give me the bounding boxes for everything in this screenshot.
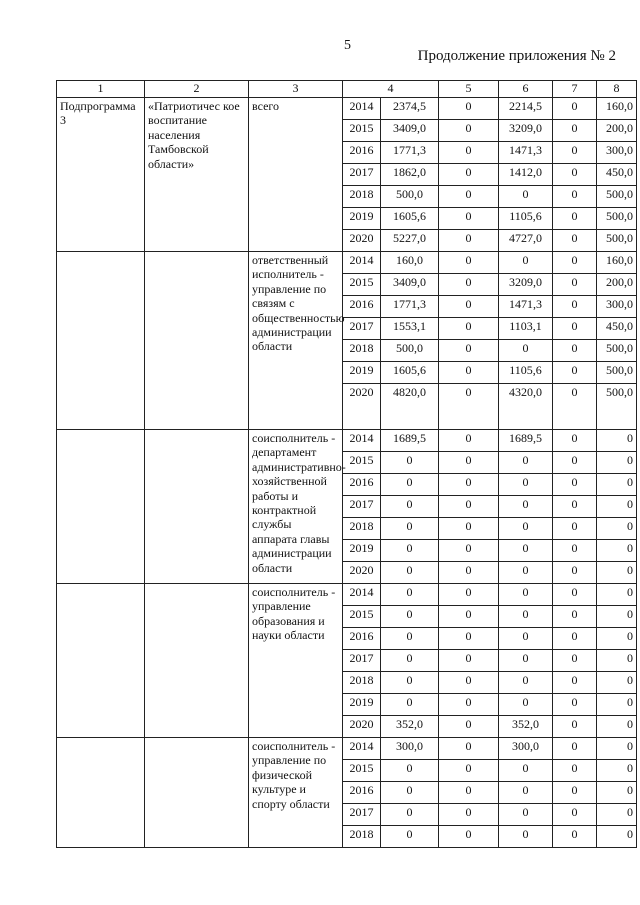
- value-col8: 0: [597, 672, 637, 694]
- value-col7: 0: [553, 628, 597, 650]
- label-col2: [145, 584, 249, 738]
- year-cell: 2016: [343, 474, 381, 496]
- value-col5: 0: [439, 208, 499, 230]
- value-col8: 500,0: [597, 340, 637, 362]
- year-cell: 2015: [343, 452, 381, 474]
- value-col4: 1553,1: [381, 318, 439, 340]
- value-col4: 5227,0: [381, 230, 439, 252]
- header-cell: 8: [597, 81, 637, 98]
- value-col4: 0: [381, 672, 439, 694]
- value-col8: 0: [597, 452, 637, 474]
- value-col7: 0: [553, 518, 597, 540]
- year-cell: 2019: [343, 208, 381, 230]
- value-col7: 0: [553, 738, 597, 760]
- year-cell: 2017: [343, 318, 381, 340]
- value-col6: 1689,5: [499, 430, 553, 452]
- value-col5: 0: [439, 120, 499, 142]
- value-col4: 0: [381, 584, 439, 606]
- value-col7: 0: [553, 804, 597, 826]
- label-col1: [57, 252, 145, 430]
- value-col7: 0: [553, 164, 597, 186]
- value-col8: 160,0: [597, 98, 637, 120]
- value-col4: 0: [381, 628, 439, 650]
- value-col5: 0: [439, 340, 499, 362]
- value-col4: 0: [381, 804, 439, 826]
- value-col4: 0: [381, 826, 439, 848]
- value-col8: 0: [597, 562, 637, 584]
- value-col8: 0: [597, 584, 637, 606]
- value-col6: 0: [499, 496, 553, 518]
- value-col5: 0: [439, 452, 499, 474]
- value-col6: 0: [499, 760, 553, 782]
- value-col4: 2374,5: [381, 98, 439, 120]
- value-col4: 0: [381, 760, 439, 782]
- label-col2: [145, 738, 249, 848]
- value-col8: 160,0: [597, 252, 637, 274]
- year-cell: 2018: [343, 518, 381, 540]
- value-col7: 0: [553, 208, 597, 230]
- value-col4: 3409,0: [381, 120, 439, 142]
- value-col6: 0: [499, 672, 553, 694]
- value-col8: 200,0: [597, 274, 637, 296]
- value-col4: 0: [381, 694, 439, 716]
- value-col4: 1605,6: [381, 208, 439, 230]
- value-col7: 0: [553, 252, 597, 274]
- value-col4: 1862,0: [381, 164, 439, 186]
- value-col5: 0: [439, 362, 499, 384]
- value-col8: 300,0: [597, 296, 637, 318]
- value-col7: 0: [553, 340, 597, 362]
- value-col5: 0: [439, 518, 499, 540]
- year-cell: 2017: [343, 650, 381, 672]
- value-col6: 0: [499, 628, 553, 650]
- value-col7: 0: [553, 120, 597, 142]
- value-col5: 0: [439, 540, 499, 562]
- value-col6: 0: [499, 518, 553, 540]
- value-col6: 1471,3: [499, 142, 553, 164]
- value-col4: 0: [381, 562, 439, 584]
- value-col7: 0: [553, 274, 597, 296]
- value-col6: 1105,6: [499, 362, 553, 384]
- value-col8: 0: [597, 628, 637, 650]
- value-col6: 0: [499, 252, 553, 274]
- value-col5: 0: [439, 430, 499, 452]
- year-cell: 2017: [343, 804, 381, 826]
- year-cell: 2015: [343, 606, 381, 628]
- label-col1: Подпрограмма 3: [57, 98, 145, 252]
- value-col7: 0: [553, 296, 597, 318]
- value-col5: 0: [439, 694, 499, 716]
- value-col5: 0: [439, 606, 499, 628]
- value-col6: 0: [499, 540, 553, 562]
- value-col6: 4727,0: [499, 230, 553, 252]
- value-col5: 0: [439, 562, 499, 584]
- value-col8: 450,0: [597, 318, 637, 340]
- value-col6: 2214,5: [499, 98, 553, 120]
- value-col6: 3209,0: [499, 274, 553, 296]
- value-col7: 0: [553, 606, 597, 628]
- value-col4: 0: [381, 452, 439, 474]
- year-cell: 2019: [343, 540, 381, 562]
- value-col7: 0: [553, 826, 597, 848]
- value-col6: 0: [499, 452, 553, 474]
- value-col6: 1471,3: [499, 296, 553, 318]
- table-row: [57, 98, 637, 120]
- value-col4: 500,0: [381, 340, 439, 362]
- value-col6: 0: [499, 606, 553, 628]
- year-cell: 2018: [343, 826, 381, 848]
- value-col8: 0: [597, 606, 637, 628]
- value-col6: 0: [499, 694, 553, 716]
- value-col7: 0: [553, 716, 597, 738]
- year-cell: 2020: [343, 562, 381, 584]
- value-col6: 0: [499, 186, 553, 208]
- page-number: 5: [344, 38, 351, 53]
- label-col3: соисполнитель - департамент административно-хозяйственной работы и контрактной службы аппарата главы администрации области: [249, 430, 343, 584]
- table-row: [57, 584, 637, 606]
- value-col7: 0: [553, 452, 597, 474]
- value-col6: 3209,0: [499, 120, 553, 142]
- year-cell: 2019: [343, 362, 381, 384]
- label-col2: [145, 430, 249, 584]
- value-col7: 0: [553, 760, 597, 782]
- value-col6: 1412,0: [499, 164, 553, 186]
- header-cell: 7: [553, 81, 597, 98]
- value-col8: 500,0: [597, 384, 637, 430]
- year-cell: 2014: [343, 738, 381, 760]
- year-cell: 2016: [343, 296, 381, 318]
- value-col8: 0: [597, 694, 637, 716]
- year-cell: 2015: [343, 760, 381, 782]
- year-cell: 2017: [343, 496, 381, 518]
- header-cell: 1: [57, 81, 145, 98]
- value-col8: 450,0: [597, 164, 637, 186]
- value-col4: 4820,0: [381, 384, 439, 430]
- value-col5: 0: [439, 318, 499, 340]
- value-col4: 300,0: [381, 738, 439, 760]
- header-cell: 4: [343, 81, 439, 98]
- value-col5: 0: [439, 142, 499, 164]
- value-col7: 0: [553, 584, 597, 606]
- value-col6: 0: [499, 804, 553, 826]
- value-col4: 1771,3: [381, 142, 439, 164]
- header-cell: 3: [249, 81, 343, 98]
- value-col7: 0: [553, 782, 597, 804]
- value-col6: 352,0: [499, 716, 553, 738]
- value-col7: 0: [553, 142, 597, 164]
- value-col7: 0: [553, 98, 597, 120]
- header-cell: 2: [145, 81, 249, 98]
- value-col4: 1605,6: [381, 362, 439, 384]
- value-col8: 0: [597, 540, 637, 562]
- value-col8: 500,0: [597, 230, 637, 252]
- year-cell: 2016: [343, 142, 381, 164]
- header-row: [57, 81, 637, 98]
- value-col4: 1771,3: [381, 296, 439, 318]
- value-col4: 0: [381, 650, 439, 672]
- value-col7: 0: [553, 672, 597, 694]
- year-cell: 2018: [343, 672, 381, 694]
- value-col5: 0: [439, 186, 499, 208]
- value-col6: 0: [499, 340, 553, 362]
- value-col8: 0: [597, 430, 637, 452]
- value-col5: 0: [439, 672, 499, 694]
- value-col7: 0: [553, 318, 597, 340]
- value-col4: 0: [381, 474, 439, 496]
- value-col6: 0: [499, 584, 553, 606]
- value-col5: 0: [439, 384, 499, 430]
- value-col7: 0: [553, 384, 597, 430]
- value-col5: 0: [439, 716, 499, 738]
- value-col4: 0: [381, 518, 439, 540]
- value-col7: 0: [553, 562, 597, 584]
- value-col8: 500,0: [597, 208, 637, 230]
- year-cell: 2015: [343, 274, 381, 296]
- value-col5: 0: [439, 296, 499, 318]
- value-col5: 0: [439, 826, 499, 848]
- label-col2: [145, 252, 249, 430]
- value-col4: 0: [381, 496, 439, 518]
- year-cell: 2020: [343, 230, 381, 252]
- table-row: [57, 252, 637, 274]
- label-col1: [57, 430, 145, 584]
- value-col8: 500,0: [597, 362, 637, 384]
- value-col5: 0: [439, 760, 499, 782]
- value-col8: 500,0: [597, 186, 637, 208]
- year-cell: 2015: [343, 120, 381, 142]
- year-cell: 2020: [343, 384, 381, 430]
- value-col6: 0: [499, 562, 553, 584]
- year-cell: 2017: [343, 164, 381, 186]
- value-col5: 0: [439, 738, 499, 760]
- value-col8: 0: [597, 716, 637, 738]
- value-col5: 0: [439, 628, 499, 650]
- value-col5: 0: [439, 274, 499, 296]
- value-col7: 0: [553, 474, 597, 496]
- value-col6: 0: [499, 650, 553, 672]
- value-col6: 1105,6: [499, 208, 553, 230]
- year-cell: 2018: [343, 340, 381, 362]
- year-cell: 2016: [343, 628, 381, 650]
- value-col5: 0: [439, 584, 499, 606]
- value-col7: 0: [553, 362, 597, 384]
- value-col6: 300,0: [499, 738, 553, 760]
- value-col6: 0: [499, 474, 553, 496]
- table-row: [57, 738, 637, 760]
- table-row: [57, 430, 637, 452]
- value-col6: 1103,1: [499, 318, 553, 340]
- value-col8: 0: [597, 650, 637, 672]
- table-body: [57, 98, 637, 848]
- value-col7: 0: [553, 430, 597, 452]
- header-cell: 5: [439, 81, 499, 98]
- label-col1: [57, 584, 145, 738]
- value-col7: 0: [553, 186, 597, 208]
- value-col4: 0: [381, 606, 439, 628]
- value-col5: 0: [439, 252, 499, 274]
- label-col3: всего: [249, 98, 343, 252]
- label-col1: [57, 738, 145, 848]
- year-cell: 2020: [343, 716, 381, 738]
- value-col8: 0: [597, 474, 637, 496]
- value-col8: 0: [597, 518, 637, 540]
- value-col5: 0: [439, 782, 499, 804]
- value-col8: 200,0: [597, 120, 637, 142]
- value-col7: 0: [553, 650, 597, 672]
- value-col7: 0: [553, 694, 597, 716]
- label-col3: соисполнитель - управление образования и науки области: [249, 584, 343, 738]
- label-col2: «Патриотичес кое воспитание населения Тамбовской области»: [145, 98, 249, 252]
- value-col8: 0: [597, 826, 637, 848]
- year-cell: 2014: [343, 584, 381, 606]
- value-col4: 500,0: [381, 186, 439, 208]
- value-col4: 160,0: [381, 252, 439, 274]
- header-cell: 6: [499, 81, 553, 98]
- value-col5: 0: [439, 496, 499, 518]
- value-col4: 3409,0: [381, 274, 439, 296]
- budget-table: [56, 80, 637, 848]
- year-cell: 2019: [343, 694, 381, 716]
- year-cell: 2014: [343, 430, 381, 452]
- value-col6: 0: [499, 782, 553, 804]
- value-col4: 0: [381, 540, 439, 562]
- value-col5: 0: [439, 230, 499, 252]
- value-col5: 0: [439, 474, 499, 496]
- value-col5: 0: [439, 804, 499, 826]
- appendix-caption: Продолжение приложения № 2: [417, 48, 616, 64]
- value-col4: 0: [381, 782, 439, 804]
- year-cell: 2014: [343, 98, 381, 120]
- value-col8: 0: [597, 738, 637, 760]
- value-col7: 0: [553, 230, 597, 252]
- value-col5: 0: [439, 164, 499, 186]
- value-col7: 0: [553, 540, 597, 562]
- value-col7: 0: [553, 496, 597, 518]
- year-cell: 2018: [343, 186, 381, 208]
- value-col5: 0: [439, 98, 499, 120]
- label-col3: ответственный исполнитель - управление по связям с общественностью администрации области: [249, 252, 343, 430]
- label-col3: соисполнитель - управление по физической культуре и спорту области: [249, 738, 343, 848]
- value-col8: 0: [597, 804, 637, 826]
- value-col4: 352,0: [381, 716, 439, 738]
- value-col4: 1689,5: [381, 430, 439, 452]
- value-col8: 0: [597, 782, 637, 804]
- value-col8: 0: [597, 496, 637, 518]
- value-col6: 0: [499, 826, 553, 848]
- year-cell: 2014: [343, 252, 381, 274]
- value-col6: 4320,0: [499, 384, 553, 430]
- value-col5: 0: [439, 650, 499, 672]
- year-cell: 2016: [343, 782, 381, 804]
- value-col8: 300,0: [597, 142, 637, 164]
- value-col8: 0: [597, 760, 637, 782]
